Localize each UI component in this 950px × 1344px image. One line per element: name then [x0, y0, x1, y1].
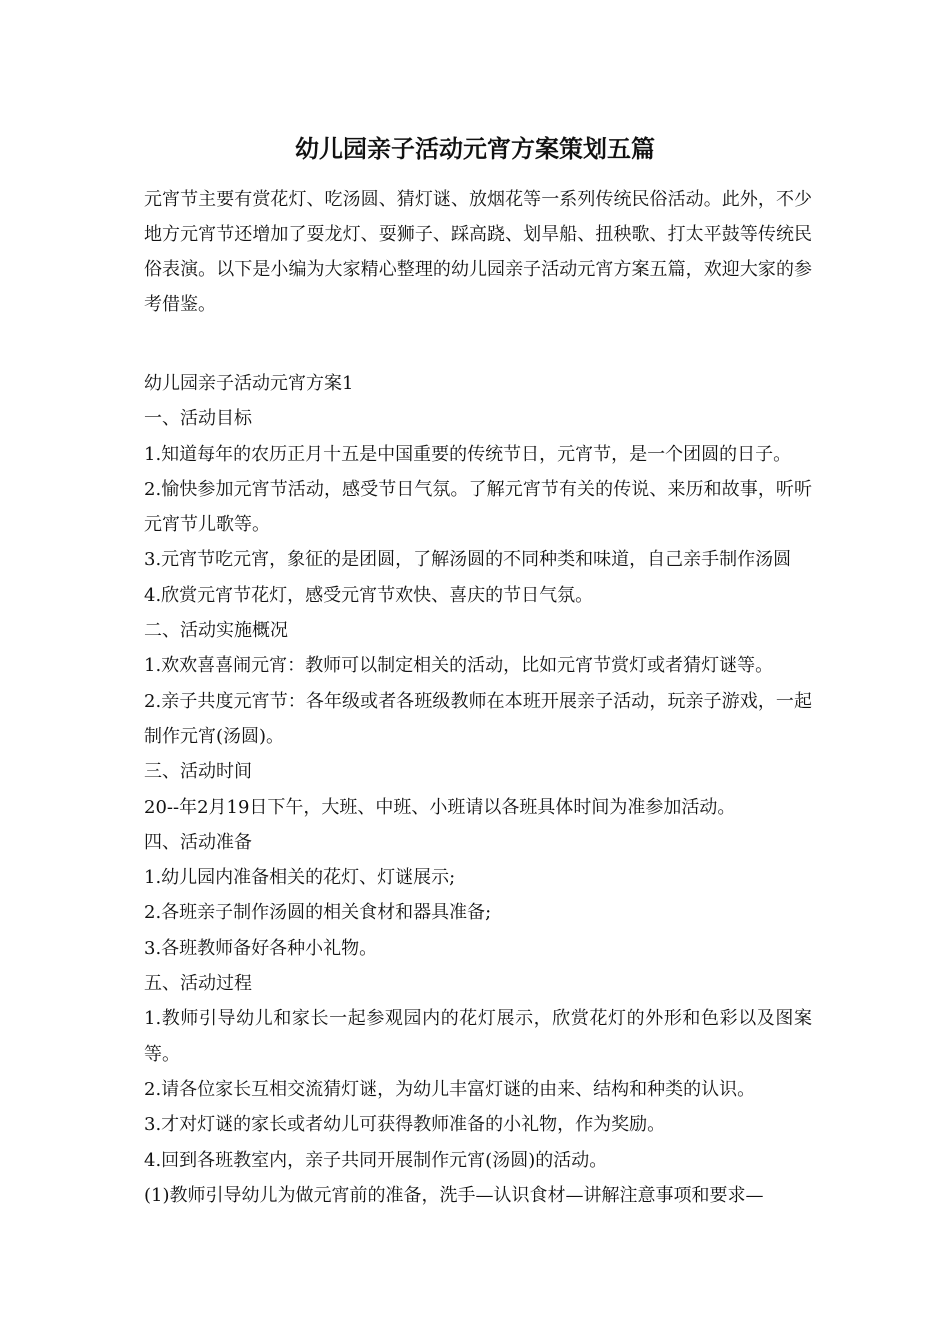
body-paragraph: 20--年2月19日下午，大班、中班、小班请以各班具体时间为准参加活动。	[144, 796, 736, 818]
body-paragraph: (1)教师引导幼儿为做元宵前的准备，洗手—认识食材—讲解注意事项和要求—	[144, 1184, 764, 1206]
body-paragraph: 2.各班亲子制作汤圆的相关食材和器具准备;	[144, 902, 492, 924]
body-paragraph: 2.愉快参加元宵节活动，感受节日气氛。了解元宵节有关的传说、来历和故事，听听元宵节儿歌等。	[144, 478, 812, 536]
intro-paragraph: 元宵节主要有赏花灯、吃汤圆、猜灯谜、放烟花等一系列传统民俗活动。此外，不少地方元宵节还增加了耍龙灯、耍狮子、踩高跷、划旱船、扭秧歌、打太平鼓等传统民俗表演。以下是小编为大家精心整理的幼儿园亲子活动元宵方案五篇，欢迎大家的参考借鉴。	[144, 189, 812, 315]
body-paragraph: 1.幼儿园内准备相关的花灯、灯谜展示;	[144, 867, 456, 889]
body-paragraph: 3.元宵节吃元宵，象征的是团圆，了解汤圆的不同种类和味道，自己亲手制作汤圆	[144, 549, 792, 571]
document-body	[144, 366, 812, 1213]
section-heading: 五、活动过程	[144, 973, 252, 995]
body-paragraph: 4.回到各班教室内，亲子共同开展制作元宵(汤圆)的活动。	[144, 1149, 608, 1171]
section-heading: 三、活动时间	[144, 761, 252, 783]
body-paragraph: 3.各班教师备好各种小礼物。	[144, 937, 378, 959]
section-heading: 一、活动目标	[144, 408, 252, 430]
body-paragraph: 3.才对灯谜的家长或者幼儿可获得教师准备的小礼物，作为奖励。	[144, 1114, 666, 1136]
body-paragraph: 4.欣赏元宵节花灯，感受元宵节欢快、喜庆的节日气氛。	[144, 584, 594, 606]
body-paragraph: 1.知道每年的农历正月十五是中国重要的传统节日，元宵节，是一个团圆的日子。	[144, 443, 792, 465]
body-paragraph: 1.欢欢喜喜闹元宵：教师可以制定相关的活动，比如元宵节赏灯或者猜灯谜等。	[144, 655, 774, 677]
body-paragraph: 1.教师引导幼儿和家长一起参观园内的花灯展示，欣赏花灯的外形和色彩以及图案等。	[144, 1008, 812, 1065]
body-paragraph: 2.请各位家长互相交流猜灯谜，为幼儿丰富灯谜的由来、结构和种类的认识。	[144, 1078, 756, 1100]
section-heading: 幼儿园亲子活动元宵方案1	[144, 373, 354, 394]
body-paragraph: 2.亲子共度元宵节：各年级或者各班级教师在本班开展亲子活动，玩亲子游戏，一起制作元宵(汤圆)。	[144, 690, 812, 747]
document-title: 幼儿园亲子活动元宵方案策划五篇	[295, 134, 655, 163]
section-heading: 四、活动准备	[144, 831, 252, 853]
section-heading: 二、活动实施概况	[144, 620, 288, 642]
